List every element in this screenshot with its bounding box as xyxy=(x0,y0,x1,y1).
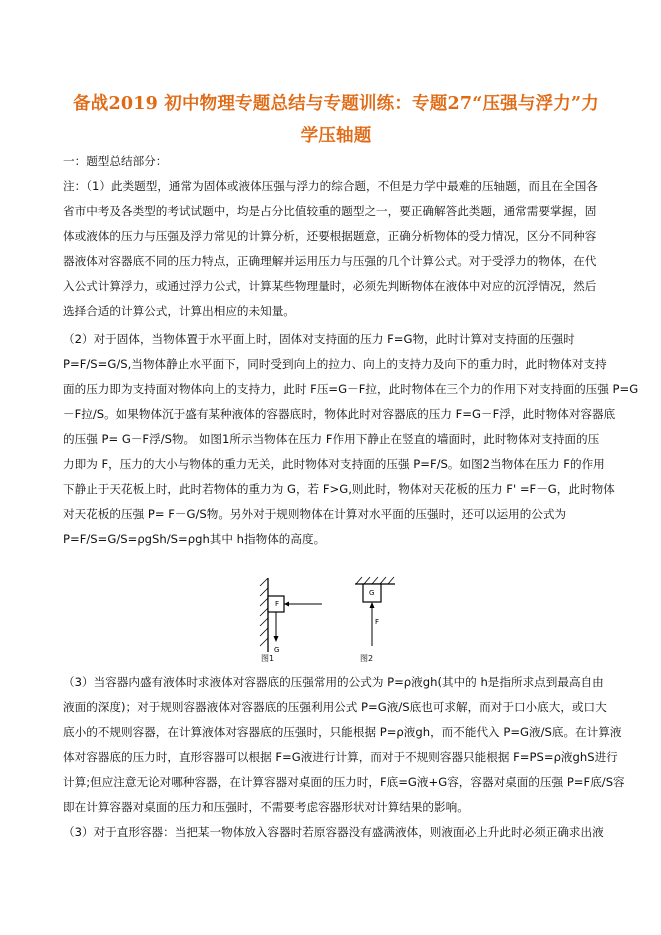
paragraph-line: 即在计算容器对桌面的压力和压强时，不需要考虑容器形状对计算结果的影响。 xyxy=(63,800,469,814)
paragraph-line: －F拉/S。如果物体沉于盛有某种液体的容器底时，物体此时对容器底的压力 F=G－F浮，此时物体对容器底 xyxy=(63,407,616,421)
paragraph-line: 力即为 F，压力的大小与物体的重力无关，此时物体对支持面的压强 P=F/S。如图2当物体在压力 F的作用 xyxy=(63,457,605,471)
block-label: G xyxy=(369,589,375,597)
paragraph-line: 体对容器底的压力时，直形容器可以根据 F=G液进行计算，而对于不规则容器只能根据 F=PS=ρ液ghS进行 xyxy=(63,750,618,764)
paragraph-line: 计算;但应注意无论对哪种容器，在计算容器对桌面的压力时，F底=G液+G容，容器对桌面的压强 P=F底/S容 xyxy=(63,775,625,789)
paragraph-line: 的压强 P= G－F浮/S物。 如图1所示当物体在压力 F作用下静止在竖直的墙面时，此时物体对支持面的压 xyxy=(63,432,600,446)
paragraph-line: 入公式计算浮力，或通过浮力公式，计算某些物理量时，必须先判断物体在液体中对应的沉浮情况，然后 xyxy=(63,279,597,293)
paragraph-line: 器液体对容器底不同的压力特点，正确理解并运用压力与压强的几个计算公式。对于受浮力的物体，在代 xyxy=(63,254,597,268)
paragraph-line: 省市中考及各类型的考试试题中，均是占分比值较重的题型之一，要正确解答此类题，通常需要掌握，固 xyxy=(63,204,597,218)
paragraph-line: 下静止于天花板上时，此时若物体的重力为 G，若 F>G,则此时，物体对天花板的压力 F' =F－G，此时物体 xyxy=(63,482,615,496)
figure-2-caption: 图2 xyxy=(360,654,374,663)
section-heading: 一：题型总结部分： xyxy=(63,154,168,168)
paragraph-line: （3）对于直形容器：当把某一物体放入容器时若原容器没有盛满液体，则液面必上升此时必须正确求出液 xyxy=(63,825,604,839)
paragraph-line: P=F/S=G/S=ρgSh/S=ρgh其中 h指物体的高度。 xyxy=(63,532,326,546)
document-title-line-2: 学压轴题 xyxy=(300,126,372,146)
paragraph-line: （3）当容器内盛有液体时求液体对容器底的压强常用的公式为 P=ρ液gh(其中的 h是指所求点到最高自由 xyxy=(63,675,604,689)
paragraph-line: P=F/S=G/S,当物体静止水平面下，同时受到向上的拉力、向上的支持力及向下的重力时，此时物体对支持 xyxy=(63,357,607,371)
figure-2-ceiling-diagram xyxy=(350,576,410,661)
ceiling-hatching xyxy=(356,577,394,584)
force-label: F xyxy=(375,618,380,626)
paragraph-line: 选择合适的计算公式，计算出相应的未知量。 xyxy=(63,304,295,318)
document-title-line-1: 备战2019 初中物理专题总结与专题训练：专题27“压强与浮力”力 xyxy=(73,94,599,114)
paragraph-line: 面的压力即为支持面对物体向上的支持力，此时 F压=G－F拉，此时物体在三个力的作用下对支持面的压强 P=G xyxy=(63,382,639,396)
paragraph-line: 体或液体的压力与压强及浮力常见的计算分析，还要根据题意，正确分析物体的受力情况，区分不同种容 xyxy=(63,229,597,243)
force-arrowhead xyxy=(284,602,289,607)
weight-label: G xyxy=(274,646,280,654)
force-label: F xyxy=(275,600,280,608)
figure-1-caption: 图1 xyxy=(261,654,275,663)
paragraph-line: 注：（1）此类题型，通常为固体或液体压强与浮力的综合题，不但是力学中最难的压轴题，而且在全国各 xyxy=(63,179,598,193)
paragraph-line: 液面的深度)；对于规则容器液体对容器底的压强利用公式 P=G液/S底也可求解，而对于口小底大，或口大 xyxy=(63,700,607,714)
paragraph-line: 对天花板的压强 P= F－G/S物。另外对于规则物体在计算对水平面的压强时，还可以运用的公式为 xyxy=(63,507,567,521)
force-arrowhead xyxy=(370,602,375,608)
gravity-arrowhead xyxy=(274,636,279,642)
wall-hatching xyxy=(260,578,268,646)
paragraph-line: 底小的不规则容器，在计算液体对容器底的压强时，只能根据 P=ρ液gh，而不能代入 P=G液/S底。在计算液 xyxy=(63,725,622,739)
paragraph-line: （2）对于固体，当物体置于水平面上时，固体对支持面的压力 F=G物，此时计算对支持面的压强时 xyxy=(63,332,575,346)
